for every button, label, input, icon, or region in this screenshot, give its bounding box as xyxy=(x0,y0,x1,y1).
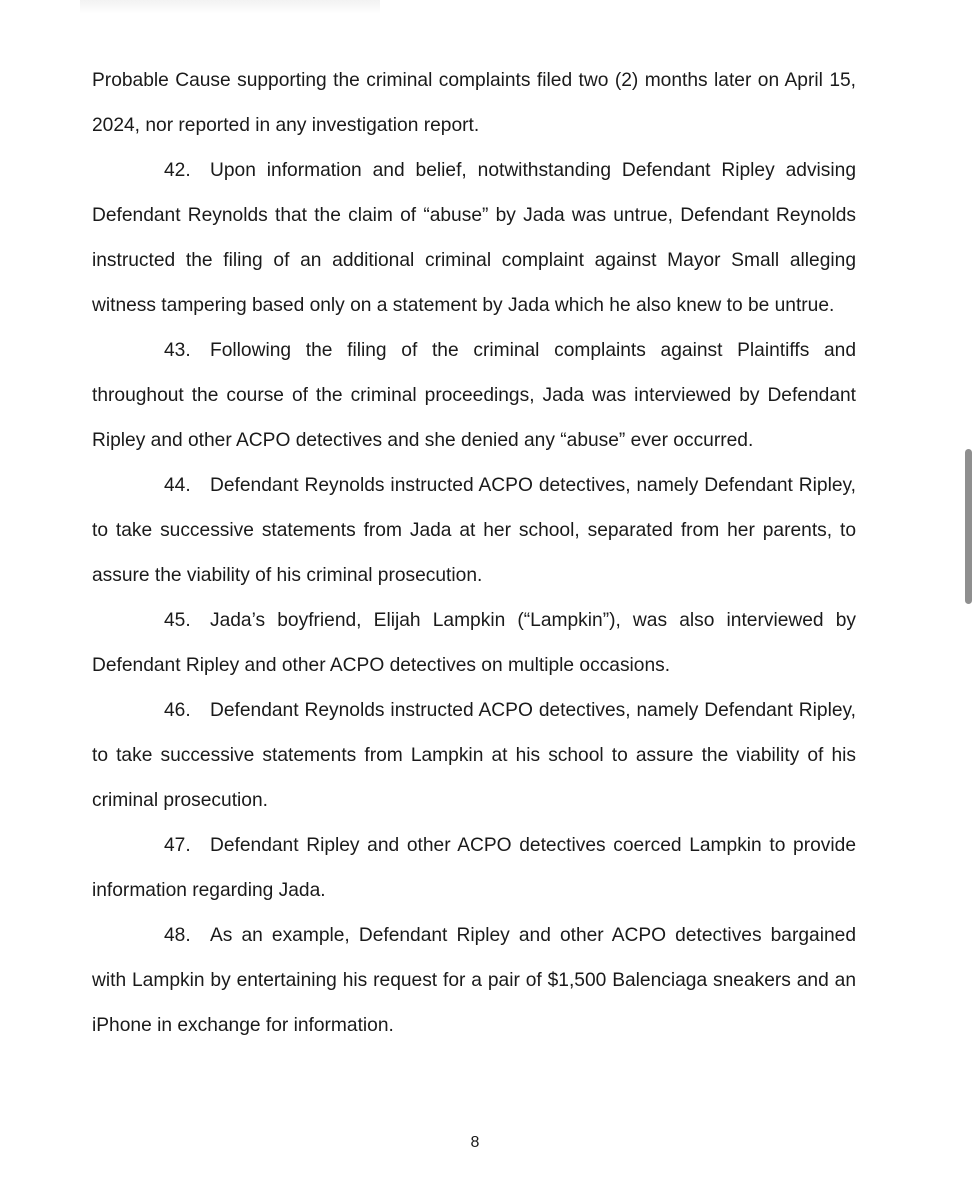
paragraph-number: 42. xyxy=(164,160,191,181)
paragraph-text: Defendant Reynolds instructed ACPO detectives, namely Defendant Ripley, to take successive statements from Lampkin at his school to assure the viability of his criminal prosecution. xyxy=(92,700,856,811)
vertical-scrollbar[interactable] xyxy=(964,0,980,1200)
paragraph-number: 43. xyxy=(164,340,191,361)
paragraph-number: 48. xyxy=(164,925,191,946)
paragraph-number: 46. xyxy=(164,700,191,721)
intro-paragraph: Probable Cause supporting the criminal complaints filed two (2) months later on April 15, 2024, nor reported in any investigation report. xyxy=(92,70,856,136)
paragraph-44 xyxy=(92,463,856,598)
paragraph-text: As an example, Defendant Ripley and other ACPO detectives bargained with Lampkin by entertaining his request for a pair of $1,500 Balenciaga sneakers and an iPhone in exchange for information. xyxy=(92,925,856,1036)
scan-shadow xyxy=(80,0,380,14)
page-number: 8 xyxy=(470,1134,480,1151)
paragraph-text: Defendant Reynolds instructed ACPO detectives, namely Defendant Ripley, to take successive statements from Jada at her school, separated from her parents, to assure the viability of his criminal prosecution. xyxy=(92,475,856,586)
paragraph-45 xyxy=(92,598,856,688)
paragraph-46 xyxy=(92,688,856,823)
paragraph-number: 44. xyxy=(164,475,191,496)
scrollbar-thumb[interactable] xyxy=(965,449,972,604)
paragraph-47 xyxy=(92,823,856,913)
paragraph-42 xyxy=(92,148,856,328)
paragraph-text: Following the filing of the criminal complaints against Plaintiffs and throughout the course of the criminal proceedings, Jada was interviewed by Defendant Ripley and other ACPO detectives and she denied any “abuse” ever occurred. xyxy=(92,340,856,451)
paragraph-text: Jada’s boyfriend, Elijah Lampkin (“Lampkin”), was also interviewed by Defendant Ripley and other ACPO detectives on multiple occasions. xyxy=(92,610,856,676)
paragraph-number: 47. xyxy=(164,835,191,856)
document-body xyxy=(92,58,856,1048)
paragraph-text: Defendant Ripley and other ACPO detectives coerced Lampkin to provide information regarding Jada. xyxy=(92,835,856,901)
paragraph-text: Upon information and belief, notwithstanding Defendant Ripley advising Defendant Reynolds that the claim of “abuse” by Jada was untrue, Defendant Reynolds instructed the filing of an additional criminal complaint against Mayor Small alleging witness tampering based only on a statement by Jada which he also knew to be untrue. xyxy=(92,160,856,316)
paragraph-number: 45. xyxy=(164,610,191,631)
paragraph-48 xyxy=(92,913,856,1048)
paragraph-43 xyxy=(92,328,856,463)
